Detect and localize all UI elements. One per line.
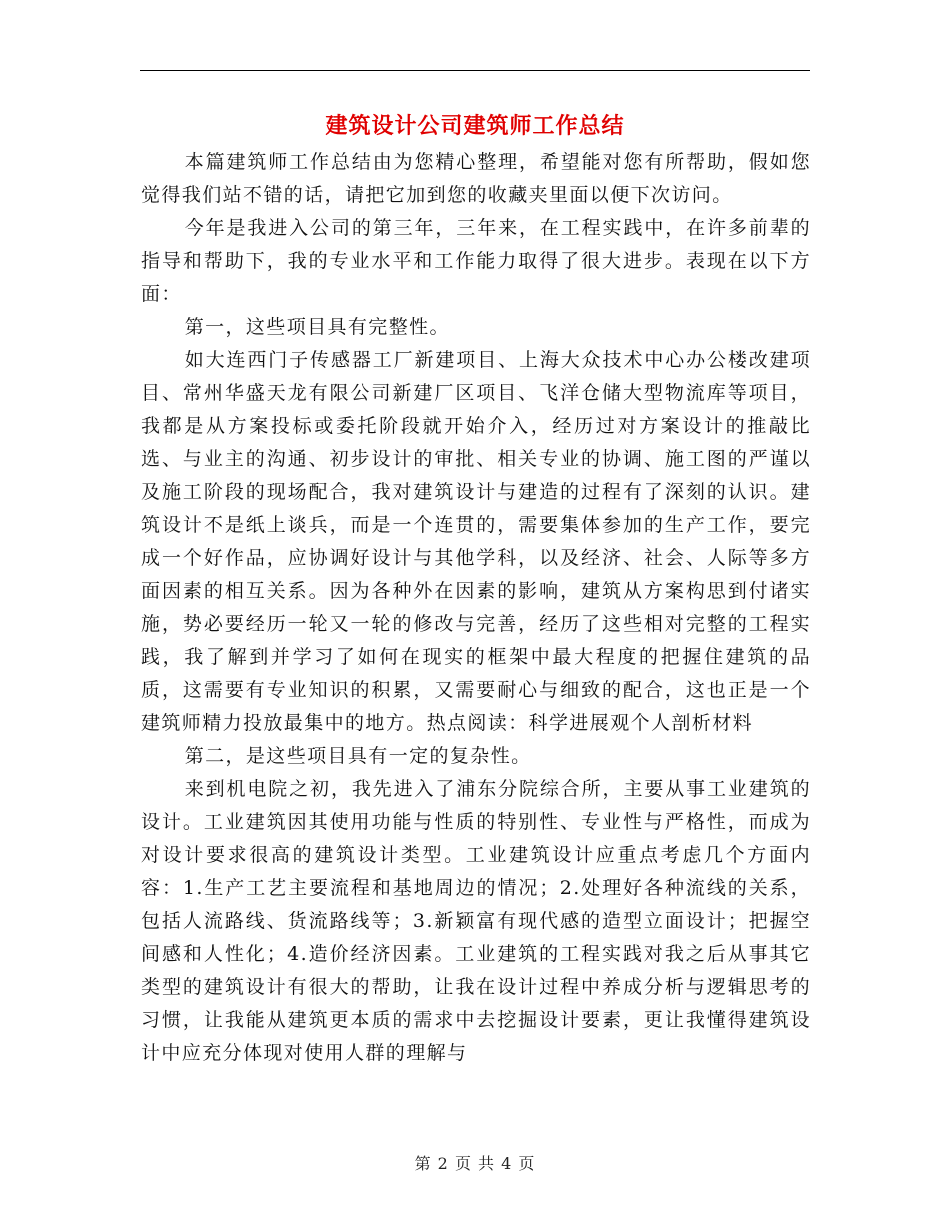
paragraph-point-two-heading: 第二，是这些项目具有一定的复杂性。 <box>184 745 532 767</box>
document-body <box>141 146 811 1070</box>
header-rule <box>140 70 810 71</box>
paragraph-intro: 本篇建筑师工作总结由为您精心整理，希望能对您有所帮助，假如您觉得我们站不错的话，请把它加到您的收藏夹里面以便下次访问。 <box>141 151 811 206</box>
paragraph-overview: 今年是我进入公司的第三年，三年来，在工程实践中，在许多前辈的指导和帮助下，我的专业水平和工作能力取得了很大进步。表现在以下方面： <box>141 217 811 305</box>
document-title: 建筑设计公司建筑师工作总结 <box>325 113 625 139</box>
page-number-label: 第 2 页 共 4 页 <box>414 1154 536 1173</box>
page-footer <box>0 1150 950 1178</box>
paragraph-point-two-body: 来到机电院之初，我先进入了浦东分院综合所，主要从事工业建筑的设计。工业建筑因其使用功能与性质的特别性、专业性与严格性，而成为对设计要求很高的建筑设计类型。工业建筑设计应重点考虑几个方面内容：1.生产工艺主要流程和基地周边的情况；2.处理好各种流线的关系，包括人流路线、货流路线等；3.新颖富有现代感的造型立面设计；把握空间感和人性化；4.造价经济因素。工业建筑的工程实践对我之后从事其它类型的建筑设计有很大的帮助，让我在设计过程中养成分析与逻辑思考的习惯，让我能从建筑更本质的需求中去挖掘设计要素，更让我懂得建筑设计中应充分体现对使用人群的理解与 <box>141 778 811 1064</box>
paragraph-point-one-heading: 第一，这些项目具有完整性。 <box>184 316 450 338</box>
paragraph-point-one-body: 如大连西门子传感器工厂新建项目、上海大众技术中心办公楼改建项目、常州华盛天龙有限公司新建厂区项目、飞洋仓储大型物流库等项目，我都是从方案投标或委托阶段就开始介入，经历过对方案设计的推敲比选、与业主的沟通、初步设计的审批、相关专业的协调、施工图的严谨以及施工阶段的现场配合，我对建筑设计与建造的过程有了深刻的认识。建筑设计不是纸上谈兵，而是一个连贯的，需要集体参加的生产工作，要完成一个好作品，应协调好设计与其他学科，以及经济、社会、人际等多方面因素的相互关系。因为各种外在因素的影响，建筑从方案构思到付诸实施，势必要经历一轮又一轮的修改与完善，经历了这些相对完整的工程实践，我了解到并学习了如何在现实的框架中最大程度的把握住建筑的品质，这需要有专业知识的积累，又需要耐心与细致的配合，这也正是一个建筑师精力投放最集中的地方。热点阅读：科学进展观个人剖析材料 <box>141 349 811 734</box>
